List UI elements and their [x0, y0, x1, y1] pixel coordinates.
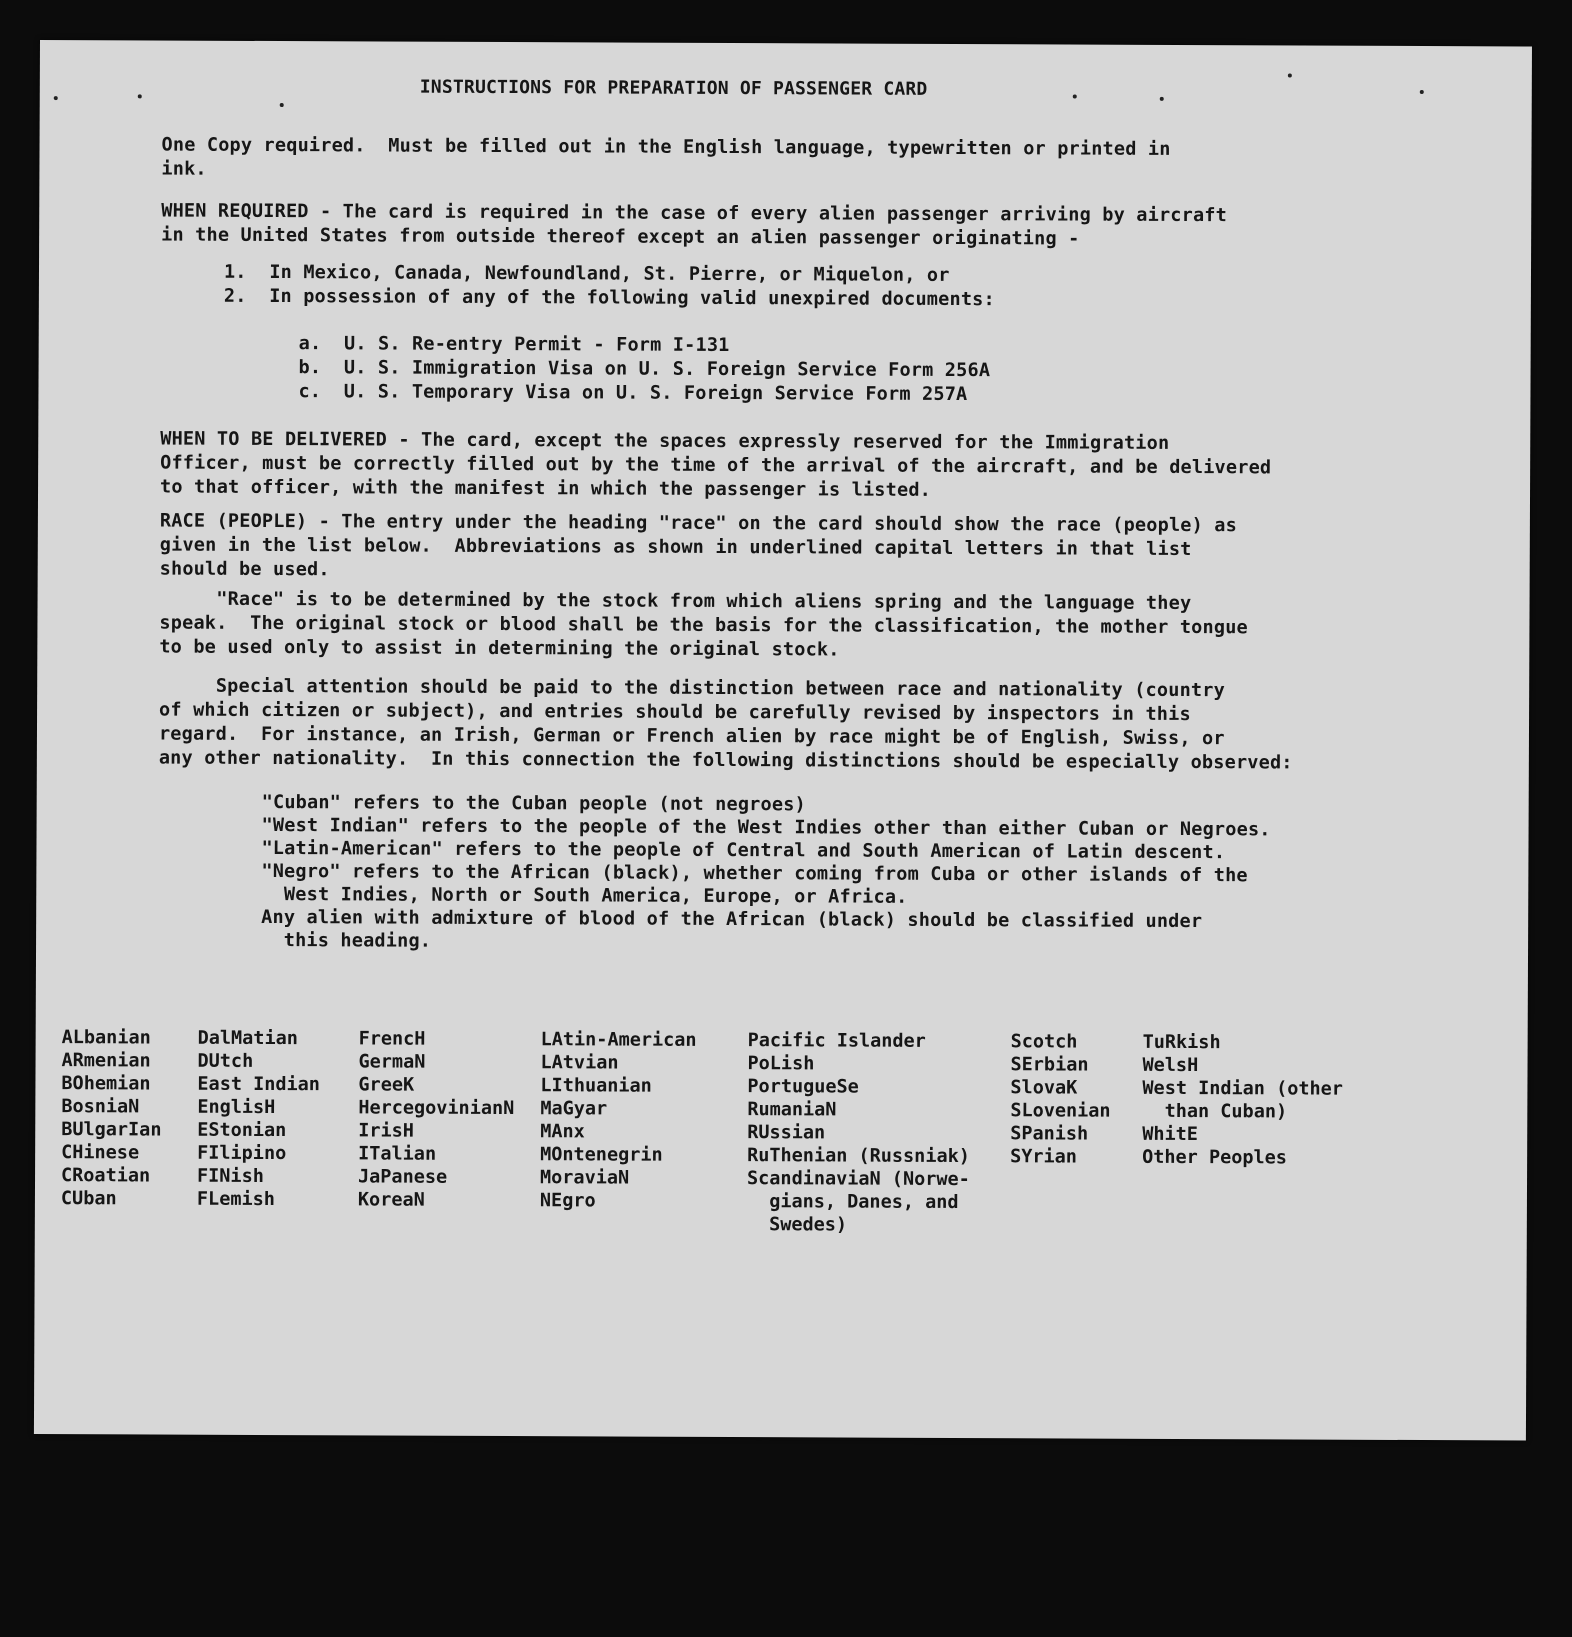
race-entry: SlovaK [1010, 1077, 1078, 1099]
race-entry: KoreaN [357, 1189, 425, 1211]
race-people-paragraph: RACE (PEOPLE) - The entry under the heading "race" on the card should show the race (people) as given in the list below. Abbreviations as shown in underlined capital letters in that list should be used. [159, 510, 1238, 581]
race-entry: RuThenian (Russniak) [747, 1145, 970, 1168]
dust-speck [1160, 97, 1164, 101]
race-entry: IrisH [358, 1120, 414, 1142]
race-entry: SErbian [1010, 1054, 1089, 1076]
race-entry: BosniaN [61, 1096, 140, 1118]
race-column-6 [1010, 1030, 1111, 1168]
race-entry: ARmenian [61, 1050, 151, 1072]
dust-speck [1420, 90, 1424, 94]
race-entry: SLovenian [1010, 1100, 1111, 1122]
race-entry: LIthuanian [540, 1075, 652, 1097]
race-column-7 [1142, 1031, 1343, 1170]
race-entry: RUssian [747, 1122, 826, 1144]
race-column-3 [358, 1027, 515, 1212]
race-entry: FLemish [196, 1188, 275, 1211]
race-entry: Other Peoples [1142, 1146, 1287, 1169]
race-entry: Scotch [1010, 1031, 1078, 1053]
race-entry: FrencH [358, 1028, 426, 1050]
race-entry: JaPanese [357, 1166, 448, 1188]
race-entry: FIlipino [197, 1142, 287, 1165]
special-attention-paragraph: Special attention should be paid to the distinction between race and nationality (country of which citizen or subject), and entries should be carefully revised by inspectors in this regard. For instance, an Irish, German or French alien by race might be of English, Swiss, or any other nationality. In this connection the following distinctions should be especially observed: [158, 675, 1293, 774]
race-entry: EnglisH [197, 1096, 276, 1119]
race-entry: FINish [196, 1165, 264, 1187]
numbered-list: 1. In Mexico, Canada, Newfoundland, St. Pierre, or Miquelon, or 2. In possession of any of the following valid unexpired documents: [223, 261, 995, 311]
race-entry: East Indian [197, 1073, 321, 1096]
race-entry: ITalian [358, 1143, 437, 1165]
race-entry: PoLish [747, 1053, 815, 1075]
document-title: INSTRUCTIONS FOR PREPARATION OF PASSENGER CARD [419, 76, 928, 100]
dust-speck [138, 94, 142, 98]
race-entry: PortugueSe [747, 1076, 859, 1098]
race-column-4 [540, 1028, 697, 1213]
document-page [34, 40, 1532, 1440]
race-entry: TuRkish [1142, 1031, 1221, 1054]
race-entry: SYrian [1010, 1146, 1078, 1168]
intro-paragraph: One Copy required. Must be filled out in the English language, typewritten or printed in ink. [161, 134, 1171, 180]
race-entry: MOntenegrin [540, 1144, 663, 1166]
race-entry: GreeK [358, 1074, 415, 1096]
race-entry: SPanish [1010, 1123, 1089, 1145]
race-entry: West Indian (other [1142, 1077, 1343, 1100]
race-entry: NEgro [539, 1190, 596, 1212]
race-entry: WelsH [1142, 1054, 1199, 1077]
dust-speck [1073, 95, 1077, 99]
race-entry: Swedes) [746, 1214, 848, 1236]
dust-speck [1288, 73, 1292, 77]
race-determined-paragraph: "Race" is to be determined by the stock from which aliens spring and the language they speak. The original stock or blood shall be the basis for the classification, the mother tongue to be used only to assist in determining the original stock. [159, 588, 1248, 661]
race-entry: MAnx [540, 1121, 585, 1143]
race-column-2 [197, 1027, 320, 1212]
race-column-5 [747, 1029, 971, 1237]
race-entry: ALbanian [61, 1027, 151, 1049]
race-entry: CUban [60, 1188, 117, 1210]
race-entry: Pacific Islander [747, 1030, 926, 1052]
dust-speck [280, 103, 284, 107]
race-list [61, 1026, 1502, 1252]
when-required-paragraph: WHEN REQUIRED - The card is required in the case of every alien passenger arriving by aircraft in the United States from outside thereof except an alien passenger originating - [161, 200, 1228, 250]
race-entry: BOhemian [61, 1073, 151, 1095]
race-entry: EStonian [197, 1119, 287, 1142]
race-entry: CHinese [61, 1142, 140, 1164]
distinctions-list: "Cuban" refers to the Cuban people (not negroes) "West Indian" refers to the people of the West Indies other than either Cuban or Negroes. "Latin-American" refers to the people of Central and South American of Latin descent. "Negro" refers to the African (black), whether coming from Cuba or other islands of the West Indies, North or South America, Europe, or Africa. Any alien with admixture of blood of the African (black) should be classified under this heading. [261, 791, 1271, 952]
race-entry: RumaniaN [747, 1099, 837, 1121]
race-entry: gians, Danes, and [746, 1191, 959, 1214]
when-delivered-paragraph: WHEN TO BE DELIVERED - The card, except the spaces expressly reserved for the Immigration Officer, must be correctly filled out by the time of the arrival of the aircraft, and be delivered to that officer, with the manifest in which the passenger is listed. [160, 428, 1272, 501]
documents-list: a. U. S. Re-entry Permit - Form I-131 b. U. S. Immigration Visa on U. S. Foreign Service Form 256A c. U. S. Temporary Visa on U. S. Foreign Service Form 257A [298, 333, 991, 406]
race-entry: ScandinaviaN (Norwe- [746, 1168, 970, 1191]
race-entry: BUlgarIan [61, 1119, 162, 1141]
race-column-1 [61, 1026, 162, 1210]
race-entry: than Cuban) [1142, 1100, 1288, 1123]
race-entry: MaGyar [540, 1098, 608, 1120]
race-entry: DUtch [197, 1050, 254, 1072]
race-entry: LAtvian [540, 1052, 619, 1074]
dust-speck [54, 96, 58, 100]
race-entry: CRoatian [60, 1165, 151, 1187]
race-entry: MoraviaN [539, 1167, 630, 1189]
race-entry: HercegovinianN [358, 1097, 515, 1120]
race-entry: GermaN [358, 1051, 426, 1073]
race-entry: DalMatian [197, 1027, 298, 1050]
race-entry: LAtin-American [540, 1029, 697, 1051]
race-entry: WhitE [1142, 1123, 1198, 1146]
